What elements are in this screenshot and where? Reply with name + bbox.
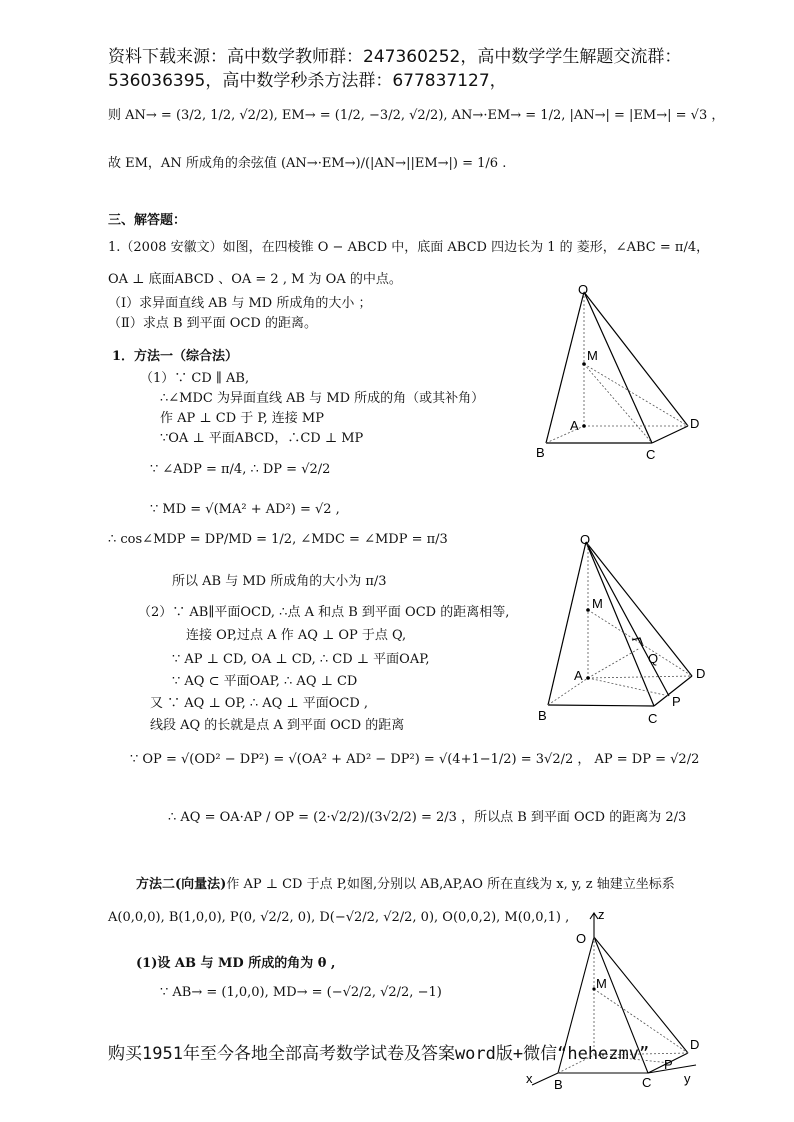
method1-line-4: ∵OA ⊥ 平面ABCD，∴CD ⊥ MP <box>160 431 364 446</box>
fig2-label-d: D <box>696 666 706 681</box>
method1-part2-line-7: ∵ OP = √(OD² − DP²) = √(OA² + AD² − DP²) = √(4+1−1/2) = 3√2/2 ， AP = DP = √2/2 <box>130 752 700 767</box>
fig2-label-m: M <box>592 596 603 611</box>
method1-line-1: （1）∵ CD ∥ AB, <box>140 371 250 386</box>
fig2-label-a: A <box>574 668 583 683</box>
fig2-label-p: P <box>672 694 681 709</box>
fig1-label-d: D <box>690 416 700 431</box>
problem-line-2: OA ⊥ 底面ABCD 、OA = 2 , M 为 OA 的中点。 <box>108 272 402 287</box>
method1-part2-line-1: （2）∵ AB∥平面OCD, ∴点 A 和点 B 到平面 OCD 的距离相等, <box>138 605 510 620</box>
fig3-label-z: z <box>598 907 605 922</box>
method1-part2-line-5: 又 ∵ AQ ⊥ OP, ∴ AQ ⊥ 平面OCD , <box>150 696 369 711</box>
problem-line-1: 1.（2008 安徽文）如图，在四棱锥 O − ABCD 中，底面 ABCD 四边长为 1 的 菱形，∠ABC = π/4， <box>108 240 710 255</box>
method2-line-3: (1)设 AB 与 MD 所成的角为 θ , <box>136 956 336 971</box>
method1-line-5: ∵ ∠ADP = π/4, ∴ DP = √2/2 <box>150 462 331 477</box>
fig3-label-d: D <box>690 1037 700 1052</box>
problem-question-2: （Ⅱ）求点 B 到平面 OCD 的距离。 <box>108 316 317 331</box>
method1-part2-line-3: ∵ AP ⊥ CD, OA ⊥ CD, ∴ CD ⊥ 平面OAP, <box>172 652 430 667</box>
method1-part2-line-6: 线段 AQ 的长就是点 A 到平面 OCD 的距离 <box>150 718 405 733</box>
pyramid-figure-2 <box>530 530 720 730</box>
problem-question-1: （Ⅰ）求异面直线 AB 与 MD 所成角的大小 ； <box>108 296 372 311</box>
section-title: 三、解答题： <box>108 213 187 228</box>
fig2-label-c: C <box>648 711 658 726</box>
fig1-label-m: M <box>587 348 598 363</box>
fig3-label-p: P <box>664 1057 673 1072</box>
method1-line-8: 所以 AB 与 MD 所成角的大小为 π/3 <box>172 574 387 589</box>
method2-line-4: ∵ AB→ = (1,0,0), MD→ = (−√2/2, √2/2, −1) <box>160 985 442 1000</box>
fig3-label-b: B <box>554 1077 563 1092</box>
method1-part2-line-4: ∵ AQ ⊂ 平面OAP, ∴ AQ ⊥ CD <box>172 674 358 689</box>
method2-line-2: A(0,0,0), B(1,0,0), P(0, √2/2, 0), D(−√2/2, √2/2, 0), O(0,0,2), M(0,0,1) , <box>108 910 570 925</box>
fig2-label-b: B <box>538 708 547 723</box>
footer-text: 购买1951年至今各地全部高考数学试卷及答案word版+微信“hehezmv” <box>108 1044 650 1064</box>
method2-line-1: 作 AP ⊥ CD 于点 P,如图,分别以 AB,AP,AO 所在直线为 x, y, z 轴建立坐标系 <box>226 877 675 892</box>
method1-part2-line-8: ∴ AQ = OA·AP / OP = (2·√2/2)/(3√2/2) = 2/3 ，所以点 B 到平面 OCD 的距离为 2/3 <box>168 810 687 825</box>
pyramid-figure-1 <box>530 280 720 470</box>
prev-line-2: 故 EM，AN 所成角的余弦值 (AN→·EM→)/(|AN→||EM→|) = 1/6 . <box>108 156 507 171</box>
fig1-label-c: C <box>646 447 656 462</box>
prev-line-1: 则 AN→ = (3/2, 1/2, √2/2), EM→ = (1/2, −3/2, √2/2), AN→·EM→ = 1/2, |AN→| = |EM→| = √3 ， <box>108 108 725 123</box>
header-line-1: 资料下载来源：高中数学教师群：247360252，高中数学学生解题交流群： <box>108 47 682 67</box>
fig3-label-o: O <box>576 931 587 946</box>
method2-title: 方法二(向量法) <box>136 877 227 892</box>
method1-line-2: ∴∠MDC 为异面直线 AB 与 MD 所成的角（或其补角） <box>160 391 485 406</box>
fig3-label-c: C <box>642 1075 652 1090</box>
coordinate-figure-3 <box>520 905 710 1095</box>
method1-line-3: 作 AP ⊥ CD 于 P, 连接 MP <box>160 411 324 426</box>
method1-line-6: ∵ MD = √(MA² + AD²) = √2 , <box>150 502 340 517</box>
method1-title: 1．方法一（综合法） <box>112 349 239 364</box>
fig3-label-m: M <box>596 976 607 991</box>
fig1-label-o: O <box>578 282 589 297</box>
header-line-2: 536036395，高中数学秒杀方法群：677837127， <box>108 71 507 91</box>
fig3-label-y: y <box>684 1071 691 1086</box>
fig1-label-b: B <box>536 445 545 460</box>
fig1-label-a: A <box>570 418 579 433</box>
method2-line-1-wrap <box>136 877 675 893</box>
fig2-label-q: Q <box>648 651 659 666</box>
fig2-label-o: O <box>580 532 591 547</box>
fig3-label-x: x <box>526 1071 533 1086</box>
method1-part2-line-2: 连接 OP,过点 A 作 AQ ⊥ OP 于点 Q, <box>186 628 407 643</box>
method1-line-7: ∴ cos∠MDP = DP/MD = 1/2, ∠MDC = ∠MDP = π/3 <box>108 532 448 547</box>
